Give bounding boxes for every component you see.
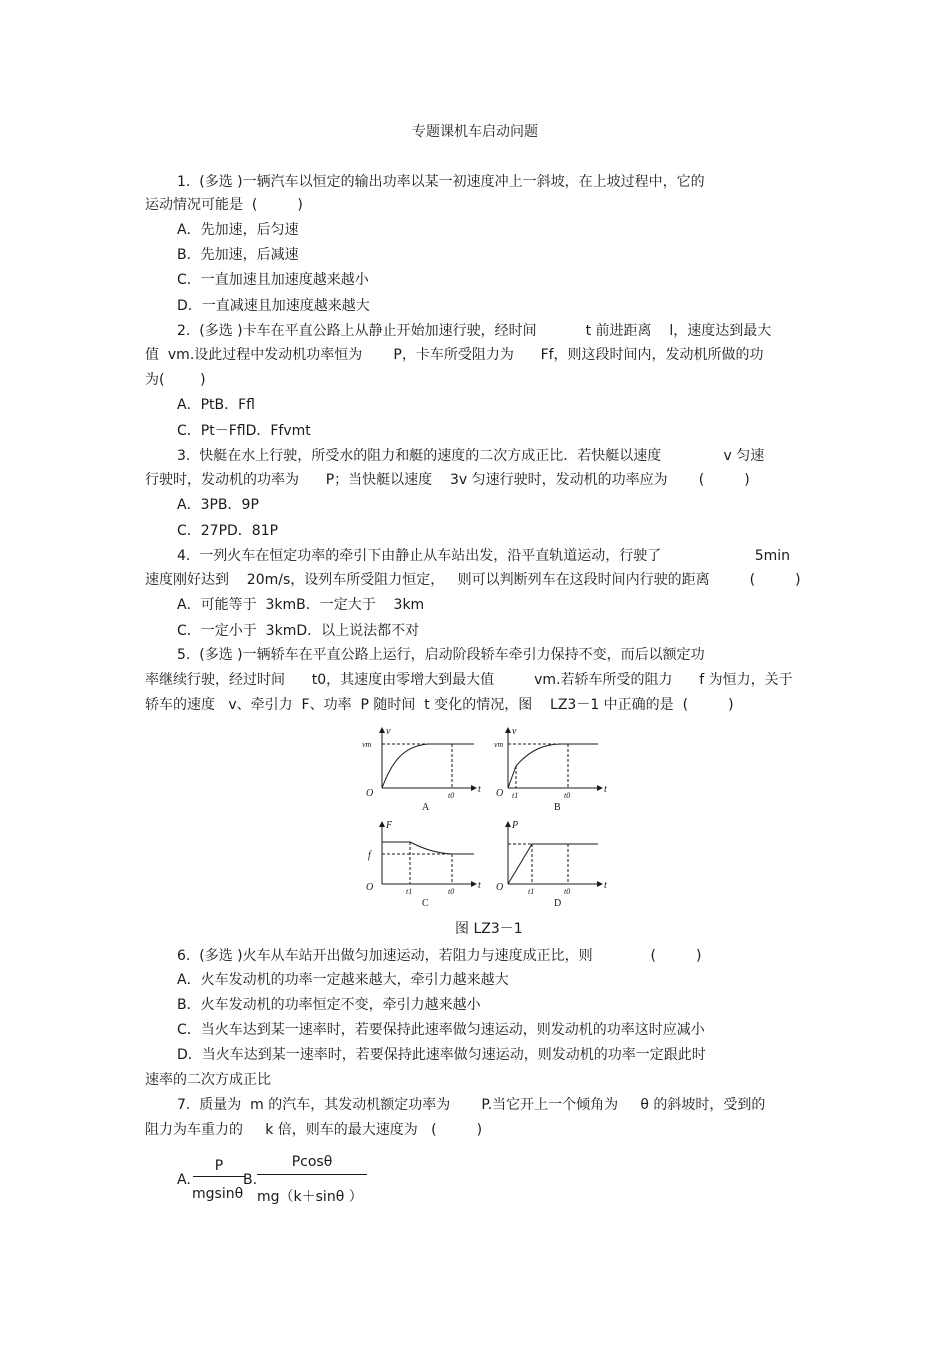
graph-b <box>508 728 602 788</box>
q7-option-a-numerator: P <box>214 1158 224 1174</box>
graph-a <box>382 728 476 788</box>
q1-line1: 1. (多选 )一辆汽车以恒定的输出功率以某一初速度冲上一斜坡，在上坡过程中，它的 <box>177 174 705 190</box>
svg-text:t: t <box>478 880 481 891</box>
q7-options-ab <box>177 1156 377 1206</box>
graph-d <box>508 822 602 884</box>
q5-line1: 5. (多选 )一辆轿车在平直公路上运行，启动阶段轿车牵引力保持不变，而后以额定功 <box>177 647 705 663</box>
q2-options-ab: A．PtB．Ffl <box>177 397 255 413</box>
q6-line1: 6. (多选 )火车从车站开出做匀加速运动，若阻力与速度成正比，则 ( ) <box>177 948 702 964</box>
page-title: 专题课机车启动问题 <box>412 124 538 140</box>
svg-text:t: t <box>604 880 607 891</box>
q1-option-d: D．一直减速且加速度越来越大 <box>177 298 370 314</box>
svg-text:t1: t1 <box>406 887 413 896</box>
svg-text:t: t <box>604 784 607 795</box>
q7-option-a-prefix: A. <box>177 1172 191 1188</box>
graph-a-label: A <box>422 802 430 813</box>
svg-text:vm: vm <box>494 740 504 749</box>
q6-option-b: B．火车发动机的功率恒定不变，牵引力越来越小 <box>177 997 481 1013</box>
q2-line1: 2. (多选 )卡车在平直公路上从静止开始加速行驶，经时间 t 前进距离 l，速度达到最大 <box>177 323 772 339</box>
svg-text:t0: t0 <box>564 791 571 800</box>
q5-line3: 轿车的速度 v、牵引力 F、功率 P 随时间 t 变化的情况，图 LZ3－1 中正确的是 ( ) <box>145 697 734 713</box>
q7-option-a-fraction-bar <box>193 1176 245 1177</box>
q3-line2: 行驶时，发动机的功率为 P；当快艇以速度 3v 匀速行驶时，发动机的功率应为 ( ) <box>145 472 750 488</box>
svg-text:O: O <box>366 788 374 799</box>
svg-text:F: F <box>386 820 393 831</box>
svg-text:t: t <box>478 784 481 795</box>
q7-option-b-fraction-bar <box>257 1174 367 1175</box>
svg-text:t0: t0 <box>564 887 571 896</box>
graph-d-label: D <box>554 898 562 909</box>
q4-options-cd: C．一定小于 3kmD．以上说法都不对 <box>177 623 420 639</box>
svg-text:t0: t0 <box>448 791 455 800</box>
q6-option-a: A．火车发动机的功率一定越来越大，牵引力越来越大 <box>177 972 509 988</box>
q2-line2: 值 vm.设此过程中发动机功率恒为 P，卡车所受阻力为 Ff，则这段时间内，发动机所做的功 <box>145 347 764 363</box>
q1-line2: 运动情况可能是 ( ) <box>145 197 303 213</box>
q3-options-cd: C．27PD．81P <box>177 523 279 539</box>
q7-option-b-prefix: B. <box>243 1172 258 1188</box>
q5-line2: 率继续行驶，经过时间 t0，其速度由零增大到最大值 vm.若轿车所受的阻力 f 为恒力，关于 <box>145 672 793 688</box>
q3-options-ab: A．3PB．9P <box>177 497 259 513</box>
q7-option-b-denominator: mg（k＋sinθ ） <box>257 1189 363 1205</box>
svg-text:v: v <box>386 726 391 737</box>
svg-text:O: O <box>496 788 504 799</box>
graph-b-label: B <box>554 802 561 813</box>
q4-line2: 速度刚好达到 20m/s，设列车所受阻力恒定， 则可以判断列车在这段时间内行驶的距离 ( ) <box>145 572 801 588</box>
q2-line3: 为( ) <box>145 372 206 388</box>
q2-options-cd: C．Pt－FflD．Ffvmt <box>177 423 311 439</box>
q4-line1: 4. 一列火车在恒定功率的牵引下由静止从车站出发，沿平直轨道运动，行驶了 5min <box>177 548 791 564</box>
q1-option-b: B．先加速，后减速 <box>177 247 299 263</box>
figure-lz3-1 <box>362 726 608 920</box>
q4-options-ab: A．可能等于 3kmB．一定大于 3km <box>177 597 425 613</box>
figure-caption: 图 LZ3－1 <box>455 921 523 937</box>
graph-c-label: C <box>422 898 429 909</box>
q6-option-d: D．当火车达到某一速率时，若要保持此速率做匀速运动，则发动机的功率一定跟此时 <box>177 1047 706 1063</box>
svg-text:P: P <box>512 820 519 831</box>
q7-option-a-denominator: mgsinθ <box>192 1186 244 1202</box>
q6-option-d-cont: 速率的二次方成正比 <box>145 1072 271 1088</box>
q1-option-c: C．一直加速且加速度越来越小 <box>177 272 369 288</box>
svg-text:O: O <box>366 882 374 893</box>
q7-option-b-numerator: Pcosθ <box>291 1154 333 1170</box>
svg-text:t1: t1 <box>512 791 519 800</box>
graph-c <box>382 822 476 884</box>
svg-text:vm: vm <box>362 740 372 749</box>
svg-text:t0: t0 <box>448 887 455 896</box>
svg-text:v: v <box>512 726 517 737</box>
svg-text:O: O <box>496 882 504 893</box>
q7-line1: 7. 质量为 m 的汽车，其发动机额定功率为 P.当它开上一个倾角为 θ 的斜坡时，受到的 <box>177 1097 766 1113</box>
q1-option-a: A．先加速，后匀速 <box>177 222 299 238</box>
svg-text:t1: t1 <box>528 887 535 896</box>
svg-text:f: f <box>368 850 371 861</box>
q3-line1: 3. 快艇在水上行驶，所受水的阻力和艇的速度的二次方成正比．若快艇以速度 v 匀速 <box>177 448 765 464</box>
q7-line2: 阻力为车重力的 k 倍，则车的最大速度为 ( ) <box>145 1122 483 1138</box>
q6-option-c: C．当火车达到某一速率时，若要保持此速率做匀速运动，则发动机的功率这时应减小 <box>177 1022 705 1038</box>
